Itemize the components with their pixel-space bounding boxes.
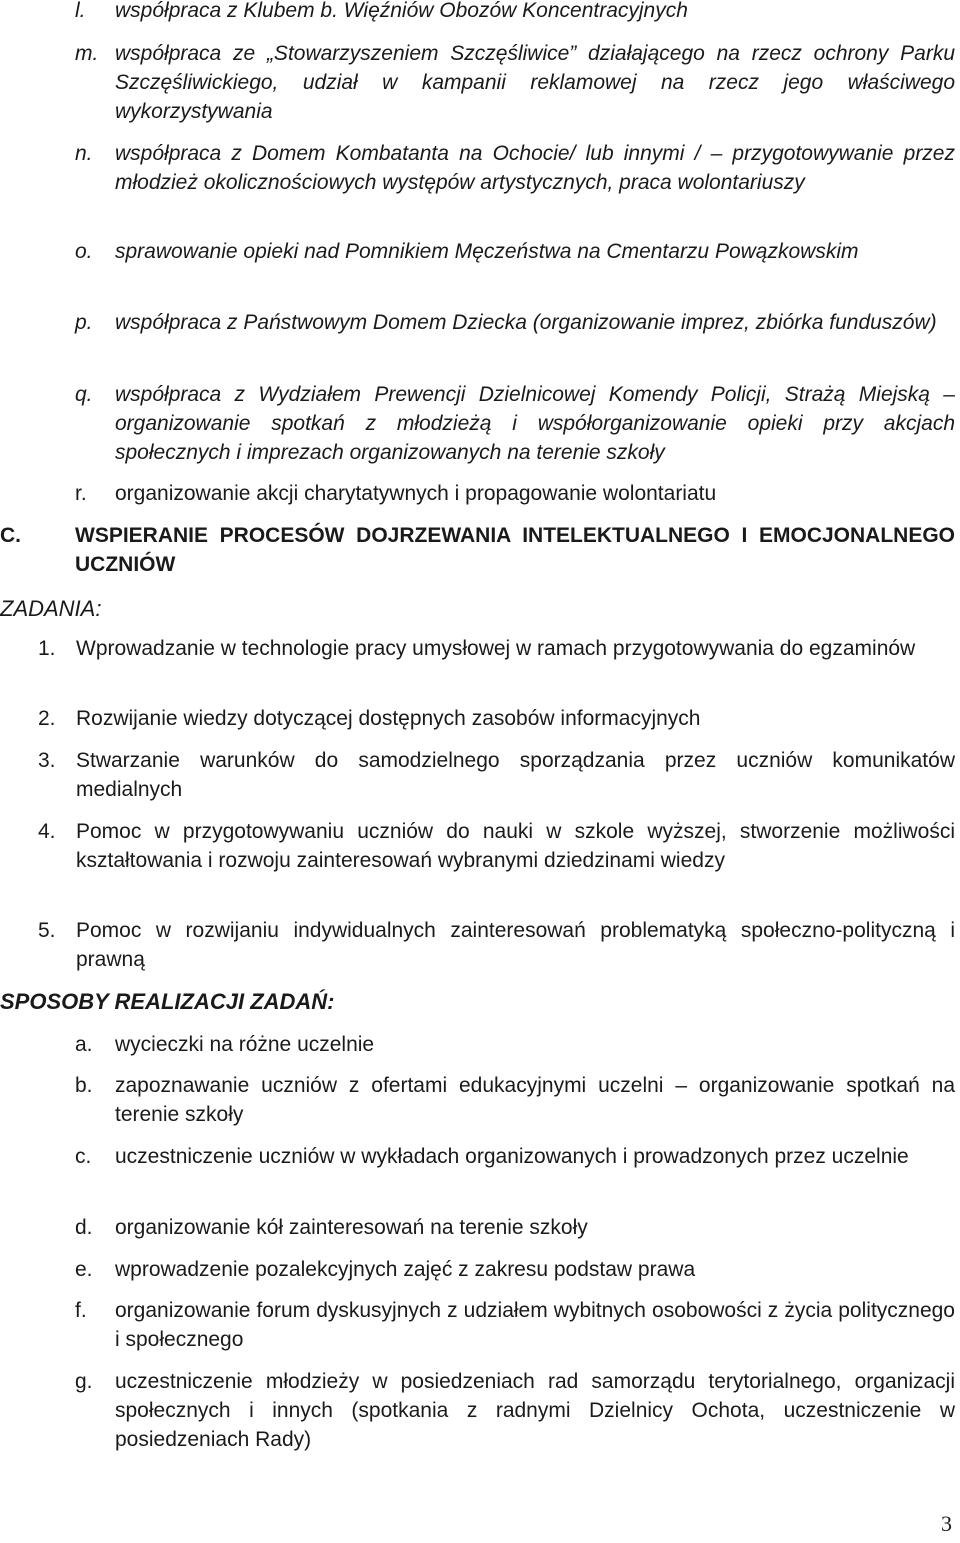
task-number: 5. — [38, 919, 56, 942]
task-number: 1. — [38, 637, 56, 660]
list-marker: p. — [75, 311, 93, 334]
list-item-l — [75, 0, 955, 25]
task-item-2 — [38, 704, 955, 733]
task-text: Pomoc w rozwijaniu indywidualnych zainteresowań problematyką społeczno-polityczną i prawną — [76, 919, 955, 971]
method-item-f — [75, 1296, 955, 1354]
method-item-c — [75, 1142, 955, 1171]
list-item-text: współpraca z Klubem b. Więźniów Obozów Koncentracyjnych — [115, 0, 688, 22]
section-marker: C. — [0, 524, 21, 547]
sposoby-label: SPOSOBY REALIZACJI ZADAŃ: — [0, 989, 335, 1014]
task-text: Wprowadzanie w technologie pracy umysłowej w ramach przygotowywania do egzaminów — [76, 637, 916, 660]
method-item-b — [75, 1071, 955, 1129]
method-text: uczestniczenie uczniów w wykładach organizowanych i prowadzonych przez uczelnie — [115, 1145, 909, 1168]
section-c-heading — [0, 521, 955, 579]
list-marker: l. — [75, 0, 86, 22]
method-text: wprowadzenie pozalekcyjnych zajęć z zakresu podstaw prawa — [115, 1258, 696, 1281]
method-marker: c. — [75, 1145, 92, 1168]
list-item-text: organizowanie akcji charytatywnych i propagowanie wolontariatu — [115, 482, 717, 505]
method-text: organizowanie forum dyskusyjnych z udziałem wybitnych osobowości z życia politycznego i społecznego — [115, 1299, 955, 1351]
task-number: 4. — [38, 820, 56, 843]
list-item-text: współpraca z Wydziałem Prewencji Dzielnicowej Komendy Policji, Strażą Miejską – organizowanie spotkań z młodzieżą i współorganizowanie opieki przy akcjach społecznych i imprezach organizowanych na terenie szkoły — [115, 383, 955, 464]
list-item-m — [75, 39, 955, 126]
list-item-p — [75, 308, 955, 337]
task-item-3 — [38, 746, 955, 804]
method-item-d — [75, 1213, 955, 1242]
list-marker: o. — [75, 240, 93, 263]
method-item-e — [75, 1255, 955, 1284]
list-marker: n. — [75, 142, 93, 165]
page-number: 3 — [941, 1511, 952, 1536]
method-text: uczestniczenie młodzieży w posiedzeniach rad samorządu terytorialnego, organizacji społecznych i innych (spotkania z radnymi Dzielnicy Ochota, uczestniczenie w posiedzeniach Rady) — [115, 1370, 955, 1451]
method-marker: b. — [75, 1074, 93, 1097]
task-number: 3. — [38, 749, 56, 772]
list-item-text: współpraca ze „Stowarzyszeniem Szczęśliwice” działającego na rzecz ochrony Parku Szczęśliwickiego, udział w kampanii reklamowej na rzecz jego właściwego wykorzystywania — [115, 42, 955, 123]
method-item-a — [75, 1030, 955, 1059]
task-item-5 — [38, 916, 955, 974]
list-item-text: współpraca z Państwowym Domem Dziecka (organizowanie imprez, zbiórka funduszów) — [115, 311, 937, 334]
method-marker: g. — [75, 1370, 93, 1393]
task-text: Rozwijanie wiedzy dotyczącej dostępnych zasobów informacyjnych — [76, 707, 701, 730]
list-item-r — [75, 479, 955, 508]
task-number: 2. — [38, 707, 56, 730]
method-marker: d. — [75, 1216, 93, 1239]
list-item-text: sprawowanie opieki nad Pomnikiem Męczeństwa na Cmentarzu Powązkowskim — [115, 240, 859, 263]
zadania-label: ZADANIA: — [0, 596, 102, 621]
method-marker: f. — [75, 1299, 87, 1322]
list-item-o — [75, 237, 955, 266]
method-text: zapoznawanie uczniów z ofertami edukacyjnymi uczelni – organizowanie spotkań na terenie szkoły — [115, 1074, 955, 1126]
task-item-1 — [38, 634, 955, 663]
task-item-4 — [38, 817, 955, 875]
method-marker: a. — [75, 1033, 93, 1056]
method-marker: e. — [75, 1258, 93, 1281]
section-title: WSPIERANIE PROCESÓW DOJRZEWANIA INTELEKTUALNEGO I EMOCJONALNEGO UCZNIÓW — [75, 524, 955, 576]
method-item-g — [75, 1367, 955, 1454]
task-text: Pomoc w przygotowywaniu uczniów do nauki w szkole wyższej, stworzenie możliwości kształtowania i rozwoju zainteresowań wybranymi dziedzinami wiedzy — [76, 820, 955, 872]
task-text: Stwarzanie warunków do samodzielnego sporządzania przez uczniów komunikatów medialnych — [76, 749, 955, 801]
list-item-text: współpraca z Domem Kombatanta na Ochocie/ lub innymi / – przygotowywanie przez młodzież okolicznościowych występów artystycznych, praca wolontariuszy — [115, 142, 955, 194]
list-item-q — [75, 380, 955, 467]
method-text: wycieczki na różne uczelnie — [115, 1033, 375, 1056]
list-marker: r. — [75, 482, 87, 505]
list-item-n — [75, 139, 955, 197]
method-text: organizowanie kół zainteresowań na terenie szkoły — [115, 1216, 588, 1239]
list-marker: q. — [75, 383, 93, 406]
list-marker: m. — [75, 42, 99, 65]
